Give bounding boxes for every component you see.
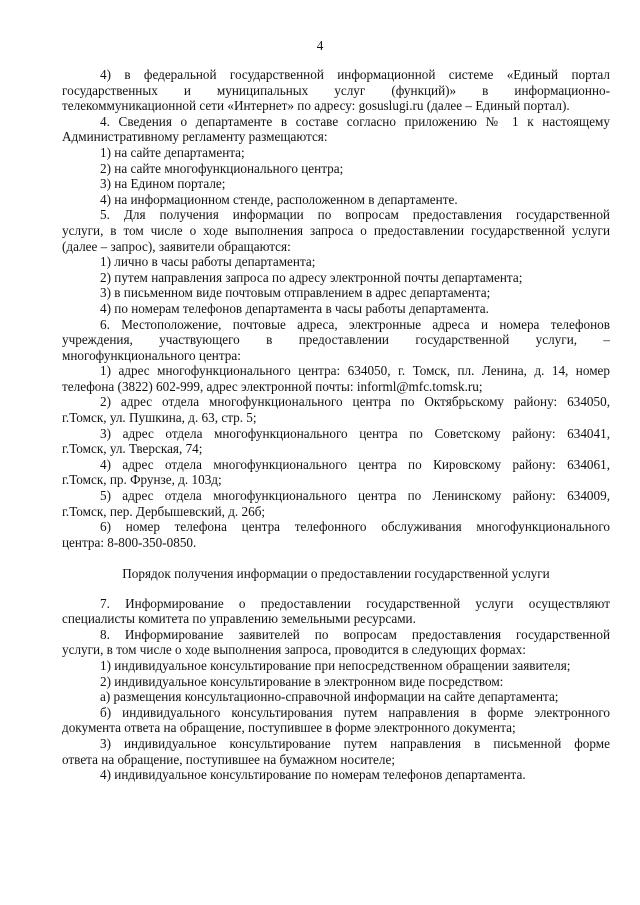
- text-line: ответа на обращение, поступившее на бумажном носителе;: [62, 751, 396, 767]
- text-line: г.Томск, ул. Пушкина, д. 63, стр. 5;: [62, 410, 257, 426]
- paragraph: [62, 627, 610, 658]
- text-line: 4. Сведения о департаменте в составе согласно приложению № 1 к настоящему: [100, 113, 610, 129]
- text-line: 4) по номерам телефонов департамента в часы работы департамента.: [100, 300, 489, 316]
- text-line: Административному регламенту размещаются:: [62, 129, 328, 145]
- text-line: 4) индивидуальное консультирование по номерам телефонов департамента.: [100, 767, 526, 783]
- text-line: учреждения, участвующего в предоставлении государственной услуги, –: [62, 332, 610, 348]
- paragraph: [62, 114, 610, 145]
- paragraph: [62, 596, 610, 627]
- text-line: специалисты комитета по управлению земельными ресурсами.: [62, 611, 416, 627]
- text-line: г.Томск, пр. Фрунзе, д. 103д;: [62, 472, 222, 488]
- text-line: 2) путем направления запроса по адресу электронной почты департамента;: [100, 269, 523, 285]
- text-line: 1) на сайте департамента;: [100, 144, 245, 160]
- paragraph: [62, 674, 610, 690]
- text-line: 1) лично в часы работы департамента;: [100, 254, 316, 270]
- paragraph: [62, 207, 610, 254]
- text-line: 3) адрес отдела многофункционального центра по Советскому району: 634041,: [100, 425, 610, 441]
- paragraph: [62, 145, 610, 161]
- text-line: г.Томск, ул. Тверская, 74;: [62, 441, 203, 457]
- text-line: 3) в письменном виде почтовым отправлением в адрес департамента;: [100, 285, 491, 301]
- text-line: 4) адрес отдела многофункционального центра по Кировскому району: 634061,: [100, 456, 610, 472]
- paragraph: [62, 192, 610, 208]
- paragraph: [62, 394, 610, 425]
- text-line: многофункционального центра:: [62, 347, 241, 363]
- text-line: государственных и муниципальных услуг (функций)» в информационно-: [62, 82, 610, 98]
- text-line: документа ответа на обращение, поступившее в форме электронного документа;: [62, 720, 516, 736]
- paragraph: [62, 736, 610, 767]
- paragraph: [62, 457, 610, 488]
- paragraph: [62, 705, 610, 736]
- text-line: услуги, в том числе о ходе выполнения запроса о предоставлении государственной услуги: [62, 222, 610, 238]
- text-line: (далее – запрос), заявители обращаются:: [62, 238, 291, 254]
- paragraph: [62, 301, 610, 317]
- page-number: 4: [316, 38, 324, 53]
- paragraph: [62, 488, 610, 519]
- text-line: телефона (3822) 602-999, адрес электронной почты: informl@mfc.tomsk.ru;: [62, 378, 483, 394]
- text-line: б) индивидуального консультирования путем направления в форме электронного: [100, 704, 610, 720]
- text-line: 2) на сайте многофункционального центра;: [100, 160, 344, 176]
- spacer: [62, 550, 610, 566]
- section-heading: Порядок получения информации о предоставлении государственной услуги: [122, 566, 550, 581]
- document-body: [62, 67, 610, 783]
- paragraph: [62, 689, 610, 705]
- paragraph: [62, 363, 610, 394]
- section-informing-procedure: [62, 596, 610, 783]
- text-line: 3) индивидуальное консультирование путем направления в письменной форме: [100, 735, 610, 751]
- paragraph: [62, 67, 610, 114]
- paragraph: [62, 658, 610, 674]
- paragraph: [62, 519, 610, 550]
- paragraph: [62, 254, 610, 270]
- text-line: 6. Местоположение, почтовые адреса, электронные адреса и номера телефонов: [100, 316, 610, 332]
- text-line: 7. Информирование о предоставлении государственной услуги осуществляют: [100, 595, 610, 611]
- text-line: 5. Для получения информации по вопросам предоставления государственной: [100, 207, 610, 223]
- text-line: услуги, в том числе о ходе выполнения запроса, проводится в следующих формах:: [62, 642, 526, 658]
- text-line: 4) в федеральной государственной информационной системе «Единый портал: [100, 67, 610, 82]
- paragraph: [62, 767, 610, 783]
- paragraph: [62, 285, 610, 301]
- paragraph: [62, 176, 610, 192]
- text-line: 6) номер телефона центра телефонного обслуживания многофункционального: [100, 519, 610, 535]
- text-line: 5) адрес отдела многофункционального центра по Ленинскому району: 634009,: [100, 488, 610, 504]
- text-line: телекоммуникационной сети «Интернет» по адресу: gosuslugi.ru (далее – Единый портал).: [62, 98, 570, 114]
- text-line: 8. Информирование заявителей по вопросам предоставления государственной: [100, 626, 610, 642]
- text-line: а) размещения консультационно-справочной информации на сайте департамента;: [100, 689, 559, 705]
- text-line: 1) индивидуальное консультирование при непосредственном обращении заявителя;: [100, 657, 571, 673]
- paragraph: [62, 270, 610, 286]
- text-line: 1) адрес многофункционального центра: 634050, г. Томск, пл. Ленина, д. 14, номер: [100, 363, 610, 379]
- text-line: г.Томск, пер. Дербышевский, д. 26б;: [62, 503, 266, 519]
- text-line: центра: 8-800-350-0850.: [62, 534, 197, 550]
- paragraph: [62, 426, 610, 457]
- paragraph: [62, 317, 610, 364]
- text-line: 2) адрес отдела многофункционального центра по Октябрьскому району: 634050,: [100, 394, 610, 410]
- text-line: 3) на Едином портале;: [100, 176, 226, 192]
- text-line: 2) индивидуальное консультирование в электронном виде посредством:: [100, 673, 504, 689]
- text-line: 4) на информационном стенде, расположенном в департаменте.: [100, 191, 458, 207]
- paragraph: [62, 161, 610, 177]
- section-info-sources: [62, 67, 610, 550]
- spacer: [62, 582, 610, 596]
